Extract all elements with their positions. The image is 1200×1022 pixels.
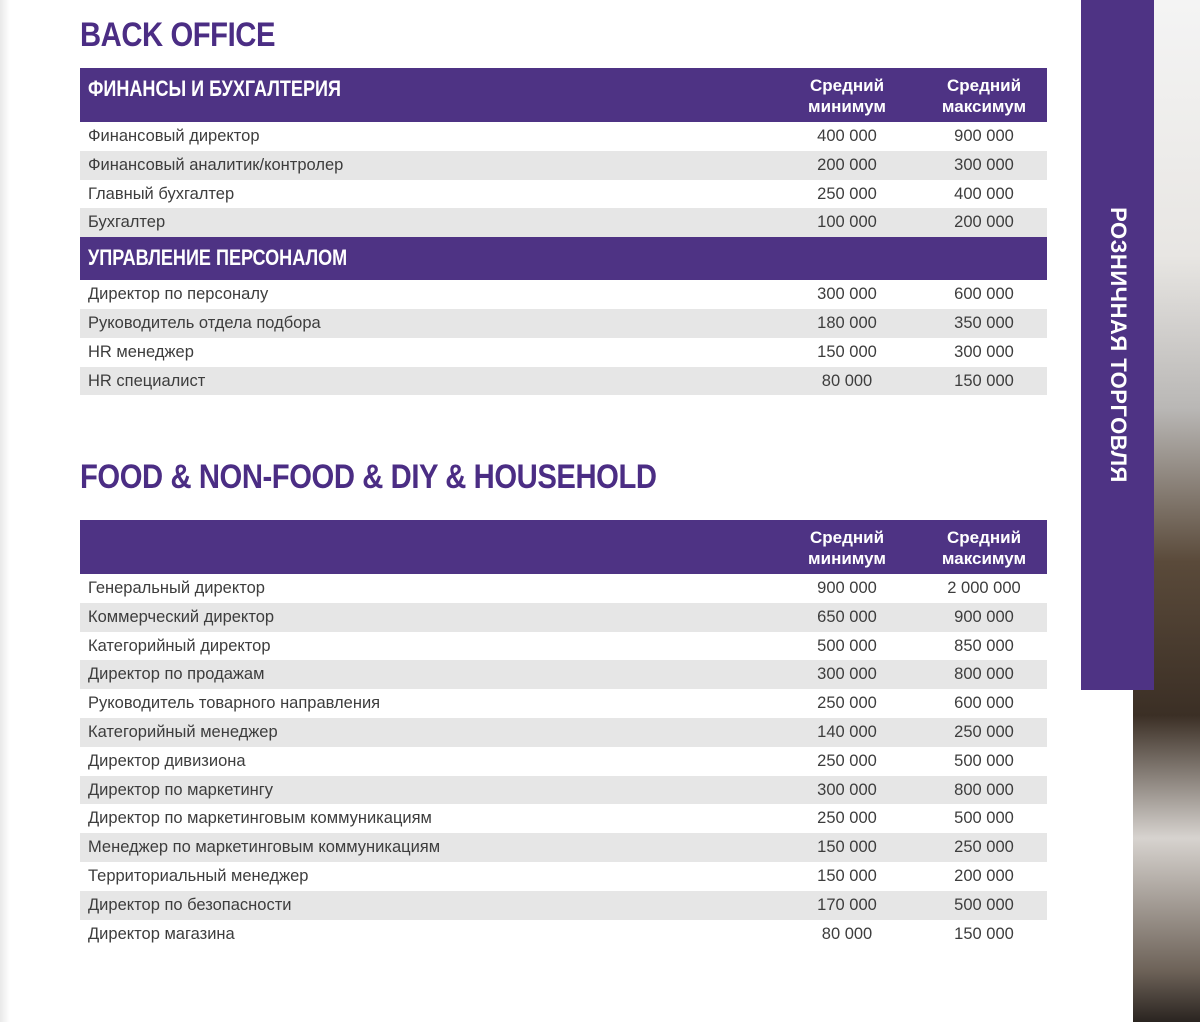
position-name: Директор магазина (88, 924, 235, 943)
position-name: HR менеджер (88, 342, 194, 361)
column-header-min-line1: Средний (809, 528, 885, 547)
table-row (80, 280, 1047, 309)
table-row (80, 891, 1047, 920)
table-row (80, 180, 1047, 209)
salary-max: 2 000 000 (947, 579, 1021, 597)
salary-min: 400 000 (817, 127, 877, 145)
table-row (80, 574, 1047, 603)
salary-max: 200 000 (954, 866, 1014, 885)
position-name: Финансовый директор (88, 127, 260, 145)
table-row (80, 632, 1047, 661)
salary-min: 200 000 (817, 155, 877, 174)
salary-min: 300 000 (817, 285, 877, 304)
position-name: Директор дивизиона (88, 751, 246, 770)
column-header-min-line1: Средний (809, 76, 885, 95)
table-row (80, 338, 1047, 367)
salary-min: 650 000 (817, 607, 877, 626)
table-row (80, 367, 1047, 396)
salary-max: 800 000 (954, 780, 1014, 799)
salary-min: 140 000 (817, 722, 877, 741)
food-rows (80, 574, 1047, 948)
position-name: Генеральный директор (88, 579, 265, 597)
position-name: Бухгалтер (88, 213, 166, 232)
group-header-finance (80, 68, 1047, 122)
salary-min: 250 000 (817, 694, 877, 713)
salary-min: 250 000 (817, 751, 877, 770)
salary-min: 80 000 (821, 924, 873, 943)
salary-min: 150 000 (817, 342, 877, 361)
salary-max: 250 000 (954, 838, 1014, 857)
position-name: Руководитель отдела подбора (88, 313, 321, 332)
column-header-max (929, 527, 1039, 569)
side-tab-label: РОЗНИЧНАЯ ТОРГОВЛЯ (1106, 207, 1131, 483)
salary-min: 150 000 (817, 838, 877, 857)
salary-min: 100 000 (817, 213, 877, 232)
table-row (80, 920, 1047, 949)
table-row (80, 804, 1047, 833)
salary-max: 400 000 (954, 184, 1014, 203)
column-header-max (929, 75, 1039, 117)
position-name: Финансовый аналитик/контролер (88, 155, 344, 174)
table-row (80, 603, 1047, 632)
salary-max: 900 000 (954, 607, 1014, 626)
position-name: Главный бухгалтер (88, 184, 235, 203)
position-name: Директор по маркетинговым коммуникациям (88, 809, 432, 828)
table-row (80, 208, 1047, 237)
group-title-hr: УПРАВЛЕНИЕ ПЕРСОНАЛОМ (88, 245, 348, 271)
column-header-max-line2: максимум (941, 549, 1027, 568)
table-row (80, 151, 1047, 180)
section-title-back-office: BACK OFFICE (80, 16, 276, 54)
position-name: Менеджер по маркетинговым коммуникациям (88, 838, 441, 857)
group-title-finance: ФИНАНСЫ И БУХГАЛТЕРИЯ (88, 76, 341, 101)
salary-min: 170 000 (817, 895, 877, 914)
salary-max: 900 000 (954, 127, 1014, 145)
column-header-max-line1: Средний (946, 528, 1022, 547)
salary-max: 150 000 (954, 924, 1014, 943)
table-row (80, 747, 1047, 776)
salary-max: 300 000 (954, 342, 1014, 361)
food-nonfood-table (80, 520, 1047, 948)
table-row (80, 122, 1047, 151)
salary-max: 500 000 (954, 809, 1014, 828)
salary-min: 500 000 (817, 636, 877, 655)
salary-min: 900 000 (817, 579, 877, 597)
salary-min: 80 000 (821, 371, 873, 390)
table-row (80, 718, 1047, 747)
section-title-food-nonfood: FOOD & NON-FOOD & DIY & HOUSEHOLD (80, 458, 657, 496)
salary-min: 250 000 (817, 184, 877, 203)
position-name: Директор по продажам (88, 665, 265, 684)
salary-max: 600 000 (954, 694, 1014, 713)
salary-min: 150 000 (817, 866, 877, 885)
back-office-table (80, 68, 1047, 395)
position-name: Территориальный менеджер (88, 866, 309, 885)
position-name: Директор по безопасности (88, 895, 292, 914)
position-name: Директор по маркетингу (88, 780, 274, 799)
page-edge-shadow (0, 0, 10, 1022)
finance-rows (80, 122, 1047, 237)
table-row (80, 862, 1047, 891)
salary-max: 500 000 (954, 895, 1014, 914)
hr-rows (80, 280, 1047, 395)
column-header-min-line2: минимум (808, 97, 886, 116)
position-name: HR специалист (88, 371, 206, 390)
salary-max: 300 000 (954, 155, 1014, 174)
table-row (80, 776, 1047, 805)
salary-max: 200 000 (954, 213, 1014, 232)
table-row (80, 689, 1047, 718)
position-name: Категорийный директор (88, 636, 271, 655)
position-name: Категорийный менеджер (88, 722, 278, 741)
salary-min: 300 000 (817, 780, 877, 799)
column-header-min (792, 527, 902, 569)
salary-max: 800 000 (954, 665, 1014, 684)
salary-min: 250 000 (817, 809, 877, 828)
table-row (80, 660, 1047, 689)
salary-max: 600 000 (954, 285, 1014, 304)
salary-max: 500 000 (954, 751, 1014, 770)
group-header-hr (80, 237, 1047, 280)
salary-min: 180 000 (817, 313, 877, 332)
column-header-min (792, 75, 902, 117)
position-name: Директор по персоналу (88, 285, 269, 304)
salary-min: 300 000 (817, 665, 877, 684)
salary-max: 250 000 (954, 722, 1014, 741)
column-header-max-line1: Средний (946, 76, 1022, 95)
salary-max: 350 000 (954, 313, 1014, 332)
position-name: Руководитель товарного направления (88, 694, 381, 713)
table-row (80, 833, 1047, 862)
table-row (80, 309, 1047, 338)
column-header-min-line2: минимум (808, 549, 886, 568)
salary-max: 850 000 (954, 636, 1014, 655)
column-header-max-line2: максимум (941, 97, 1027, 116)
salary-max: 150 000 (954, 371, 1014, 390)
group-header-food (80, 520, 1047, 574)
position-name: Коммерческий директор (88, 607, 275, 626)
